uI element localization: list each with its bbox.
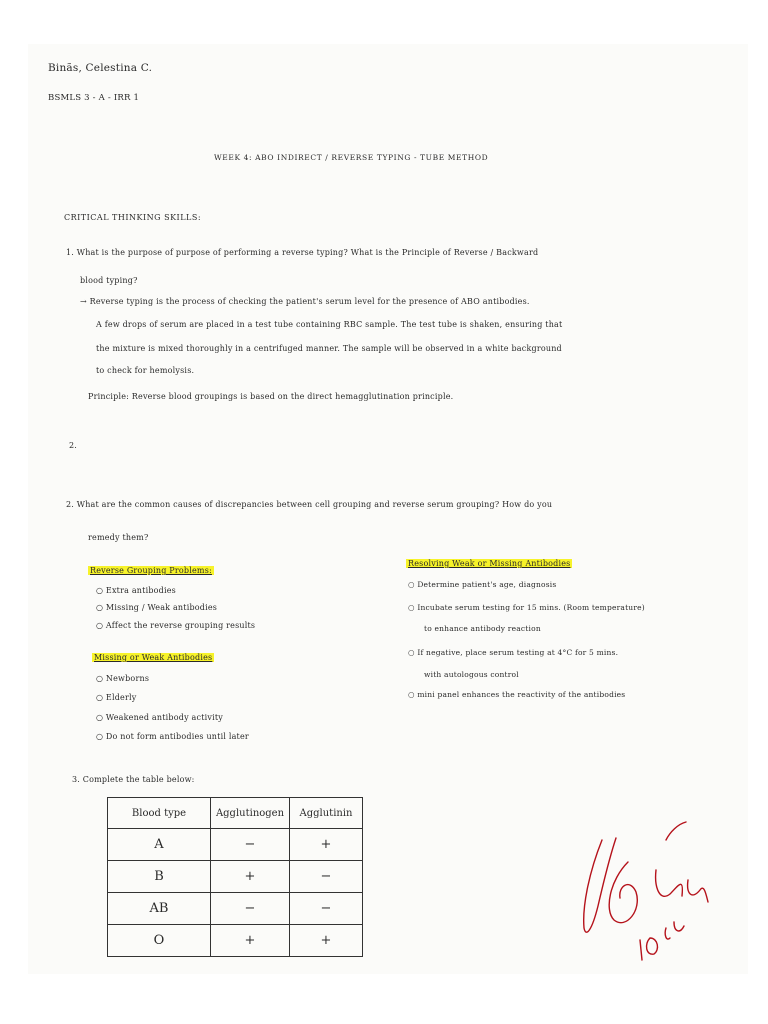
- q2-marker: 2.: [69, 441, 78, 450]
- table-cell: −: [290, 893, 363, 925]
- q1-question-line2: blood typing?: [80, 276, 138, 285]
- table-cell: O: [108, 925, 211, 957]
- table-cell: A: [108, 829, 211, 861]
- table-cell: +: [290, 829, 363, 861]
- q3-question: 3. Complete the table below:: [72, 775, 195, 784]
- q1-answer-line2: A few drops of serum are placed in a test tube containing RBC sample. The test tube is shaken, ensuring that: [96, 320, 563, 329]
- signature-stroke: [688, 880, 708, 902]
- resolving-heading: Resolving Weak or Missing Antibodies: [408, 559, 571, 568]
- table-header-row: [108, 798, 363, 829]
- table-cell: +: [211, 925, 290, 957]
- q1-principle: Principle: Reverse blood groupings is based on the direct hemagglutination principle.: [88, 392, 454, 401]
- blood-type-table: [107, 797, 363, 957]
- list-item: ○ Weakened antibody activity: [96, 713, 223, 722]
- list-item: ○ Missing / Weak antibodies: [96, 603, 218, 612]
- signature-stroke: [666, 822, 686, 840]
- list-item: ○ Incubate serum testing for 15 mins. (Room temperature): [408, 603, 645, 612]
- list-item: ○ mini panel enhances the reactivity of the antibodies: [408, 690, 626, 699]
- table-row: [108, 925, 363, 957]
- table-cell: −: [290, 861, 363, 893]
- list-item: ○ Do not form antibodies until later: [96, 732, 249, 741]
- signature-stroke: [665, 928, 670, 939]
- q2-question-line2: remedy them?: [88, 533, 149, 542]
- student-name: Binãs, Celestina C.: [48, 62, 153, 74]
- instructor-signature: [570, 810, 720, 970]
- table-row: [108, 829, 363, 861]
- table-header: Agglutinogen: [211, 798, 290, 829]
- student-section: BSMLS 3 - A - IRR 1: [48, 93, 140, 103]
- table-row: [108, 893, 363, 925]
- table-cell: −: [211, 893, 290, 925]
- signature-stroke: [640, 940, 642, 960]
- q2-question-line1: 2. What are the common causes of discrepancies between cell grouping and reverse serum grouping? How do you: [66, 500, 553, 509]
- signature-stroke: [647, 938, 658, 954]
- section-heading: CRITICAL THINKING SKILLS:: [64, 213, 202, 222]
- q1-answer-line4: to check for hemolysis.: [96, 366, 195, 375]
- table-cell: −: [211, 829, 290, 861]
- signature-stroke: [609, 862, 637, 923]
- page-title: WEEK 4: ABO INDIRECT / REVERSE TYPING - TUBE METHOD: [214, 153, 489, 162]
- list-item: ○ Affect the reverse grouping results: [96, 621, 256, 630]
- list-item: ○ Determine patient's age, diagnosis: [408, 580, 557, 589]
- list-item-continuation: with autologous control: [424, 670, 519, 679]
- table-cell: +: [290, 925, 363, 957]
- table-cell: B: [108, 861, 211, 893]
- table-cell: AB: [108, 893, 211, 925]
- list-item-continuation: to enhance antibody reaction: [424, 624, 541, 633]
- list-item: ○ If negative, place serum testing at 4°C for 5 mins.: [408, 648, 619, 657]
- q1-answer-line3: the mixture is mixed thoroughly in a centrifuged manner. The sample will be observed in a white background: [96, 344, 562, 353]
- list-item: ○ Newborns: [96, 674, 150, 683]
- q1-answer-line1: → Reverse typing is the process of checking the patient's serum level for the presence of ABO antibodies.: [80, 297, 530, 306]
- q1-question-line1: 1. What is the purpose of purpose of performing a reverse typing? What is the Principle of Reverse / Backward: [66, 248, 539, 257]
- signature-stroke: [674, 922, 684, 931]
- missing-weak-heading: Missing or Weak Antibodies: [94, 653, 213, 662]
- list-item: ○ Extra antibodies: [96, 586, 176, 595]
- reverse-problems-heading: Reverse Grouping Problems:: [90, 566, 212, 575]
- table-header: Agglutinin: [290, 798, 363, 829]
- table-cell: +: [211, 861, 290, 893]
- list-item: ○ Elderly: [96, 693, 137, 702]
- table-row: [108, 861, 363, 893]
- signature-stroke: [584, 838, 616, 932]
- table-header: Blood type: [108, 798, 211, 829]
- signature-stroke: [656, 870, 683, 896]
